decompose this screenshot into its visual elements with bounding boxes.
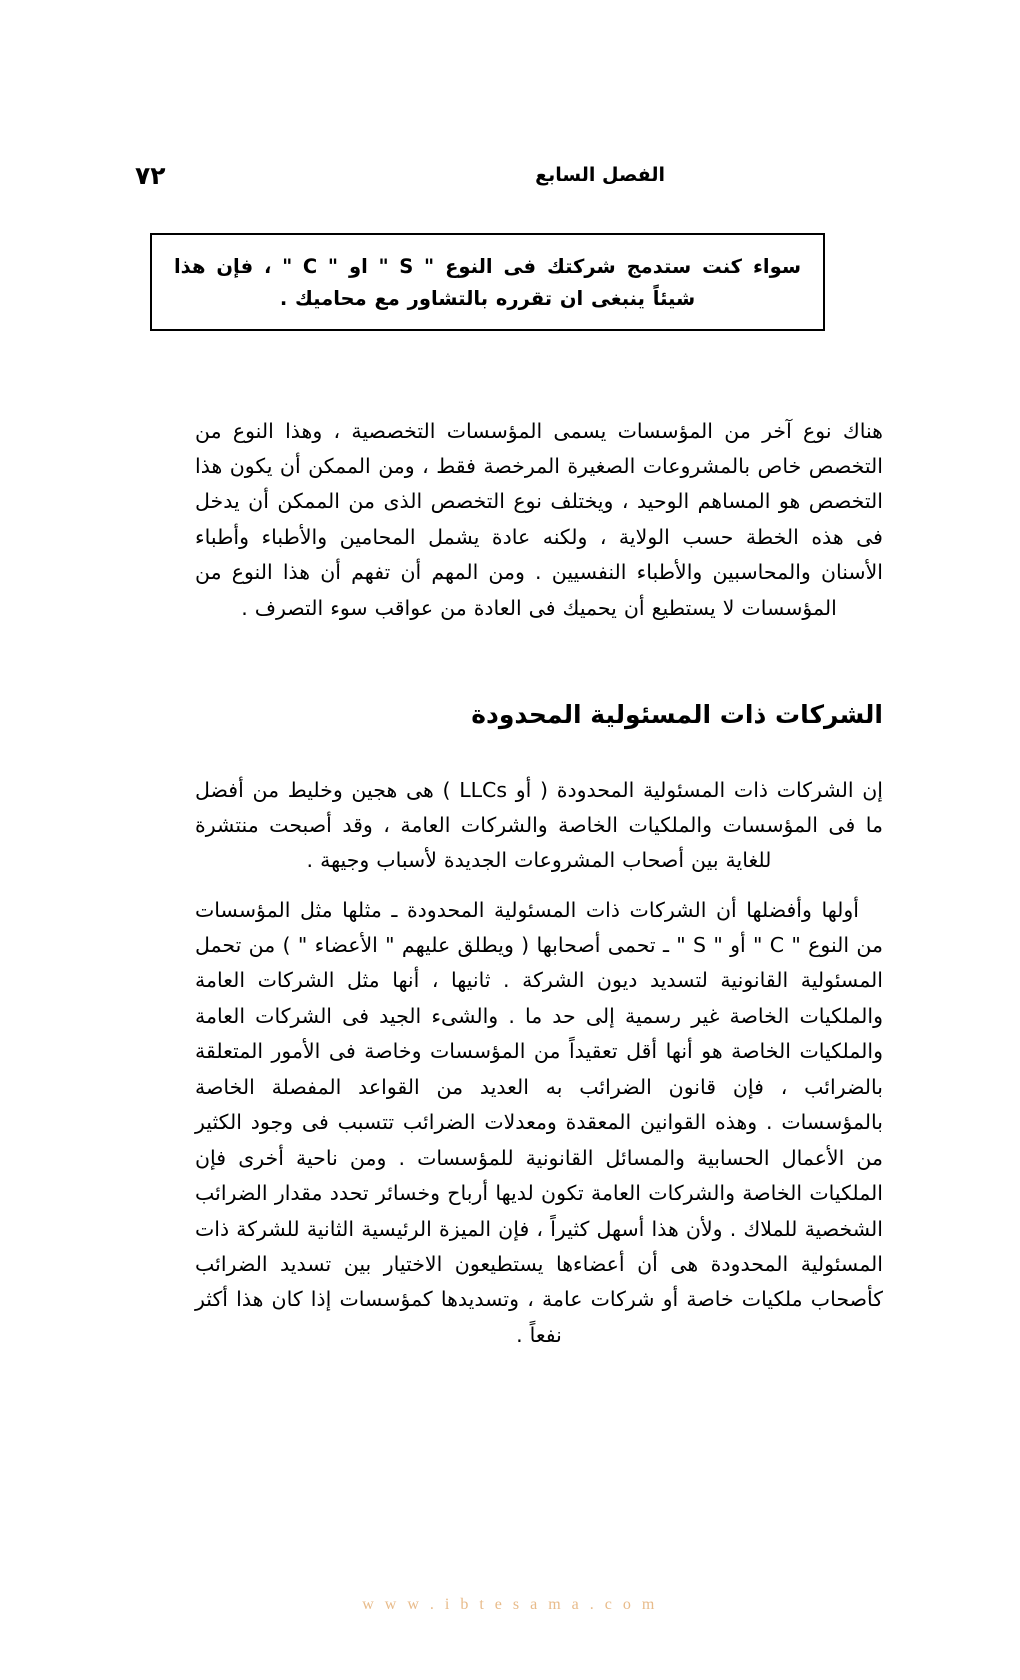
body-paragraph-3: أولها وأفضلها أن الشركات ذات المسئولية المحدودة ـ مثلها مثل المؤسسات من النوع " C " أو " S " ـ تحمى أصحابها ( ويطلق عليهم " الأعضاء " ) من تحمل المسئولية القانونية لتسديد ديون الشركة . ثانيها ، أنها مثل الشركات العامة والملكيات الخاصة غير رسمية إلى حد ما . والشىء الجيد فى الشركات العامة والملكيات الخاصة هو أنها أقل تعقيداً من المؤسسات وخاصة فى الأمور المتعلقة بالضرائب ، فإن قانون الضرائب به العديد من القواعد المفصلة الخاصة بالمؤسسات . وهذه القوانين المعقدة ومعدلات الضرائب تتسبب فى وجود الكثير من الأعمال الحسابية والمسائل القانونية للمؤسسات . ومن ناحية أخرى فإن الملكيات الخاصة والشركات العامة تكون لديها أرباح وخسائر تحدد مقدار الضرائب الشخصية للملاك . ولأن هذا أسهل كثيراً ، فإن الميزة الرئيسية الثانية للشركة ذات المسئولية المحدودة هى أن أعضاءها يستطيعون الاختيار بين تسديد الضرائب كأصحاب ملكيات خاصة أو شركات عامة ، وتسديدها كمؤسسات إذا كان هذا أكثر نفعاً . [195, 897, 883, 1347]
body-paragraph-2: إن الشركات ذات المسئولية المحدودة ( أو LLCs ) هى هجين وخليط من أفضل ما فى المؤسسات والملكيات الخاصة والشركات العامة ، وقد أصبحت منتشرة للغاية بين أصحاب المشروعات الجديدة لأسباب وجيهة . [195, 777, 883, 873]
paragraph-block-3 [195, 872, 883, 1374]
callout-text: سواء كنت ستدمج شركتك فى النوع " S " او " C " ، فإن هذا شيئاً ينبغى ان تقرره بالتشاور مع محاميك . [174, 255, 801, 310]
footer-watermark: w w w . i b t e s a m a . c o m [362, 1596, 658, 1613]
callout-box [150, 233, 825, 331]
running-head [135, 158, 825, 192]
page-number: ٧٢ [135, 160, 166, 190]
body-paragraph-1: هناك نوع آخر من المؤسسات يسمى المؤسسات التخصصية ، وهذا النوع من التخصص خاص بالمشروعات الصغيرة المرخصة فقط ، ومن الممكن أن يكون هذا التخصص هو المساهم الوحيد ، ويختلف نوع التخصص الذى من الممكن أن يدخل فى هذه الخطة حسب الولاية ، ولكنه عادة يشمل المحامين والأطباء وأطباء الأسنان والمحاسبين والأطباء النفسيين . ومن المهم أن تفهم أن هذا النوع من المؤسسات لا يستطيع أن يحميك فى العادة من عواقب سوء التصرف . [195, 418, 883, 620]
section-heading: الشركات ذات المسئولية المحدودة [471, 700, 883, 729]
paragraph-block-1 [195, 393, 883, 647]
chapter-label: الفصل السابع [535, 163, 665, 186]
